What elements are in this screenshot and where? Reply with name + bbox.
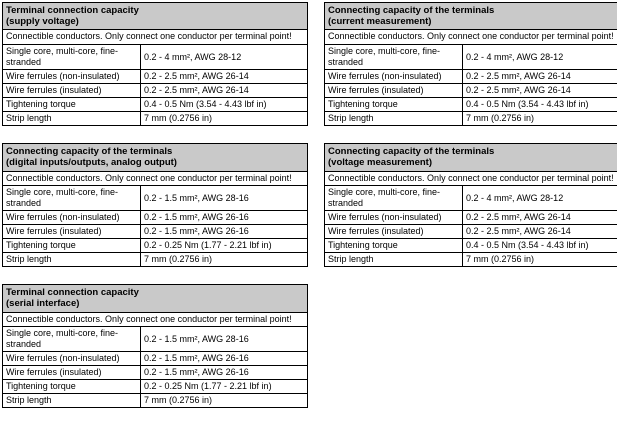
- row-value: 0.2 - 4 mm², AWG 28-12: [144, 51, 242, 62]
- table-row: [3, 186, 307, 211]
- table-title-line1: Terminal connection capacity: [6, 5, 139, 16]
- row-value: 0.4 - 0.5 Nm (3.54 - 4.43 lbf in): [466, 240, 589, 251]
- row-value: 0.2 - 2.5 mm², AWG 26-14: [466, 212, 571, 223]
- row-label: Strip length: [3, 253, 141, 266]
- table-note: Connectible conductors. Only connect one conductor per terminal point!: [3, 313, 307, 328]
- row-label: Strip length: [3, 112, 141, 125]
- table-row: [3, 352, 307, 366]
- row-label: Strip length: [325, 253, 463, 266]
- table-row: [3, 84, 307, 98]
- row-value: 0.2 - 1.5 mm², AWG 26-16: [144, 367, 249, 378]
- row-label: Tightening torque: [3, 239, 141, 252]
- table-row: [3, 380, 307, 394]
- row-value: 7 mm (0.2756 in): [144, 113, 213, 124]
- table-row: [325, 70, 617, 84]
- row-value: 0.2 - 2.5 mm², AWG 26-14: [466, 85, 571, 96]
- row-value: 0.2 - 2.5 mm², AWG 26-14: [466, 71, 571, 82]
- table-title: [3, 285, 307, 312]
- row-label: Single core, multi-core, fine-stranded: [3, 186, 141, 210]
- table-title-line1: Connecting capacity of the terminals: [6, 146, 173, 158]
- row-value: 0.2 - 4 mm², AWG 28-12: [466, 51, 564, 62]
- table-row: [3, 112, 307, 125]
- table-row: [325, 98, 617, 112]
- row-label: Wire ferrules (non-insulated): [3, 352, 141, 365]
- table-title: [325, 144, 617, 171]
- table-title-line2: (digital inputs/outputs, analog output): [6, 157, 177, 169]
- row-value: 7 mm (0.2756 in): [144, 254, 213, 265]
- row-label: Strip length: [325, 112, 463, 125]
- row-label: Wire ferrules (insulated): [3, 366, 141, 379]
- table-row: [325, 225, 617, 239]
- row-label: Wire ferrules (insulated): [325, 84, 463, 97]
- row-value: 0.2 - 2.5 mm², AWG 26-14: [466, 226, 571, 237]
- row-label: Wire ferrules (insulated): [325, 225, 463, 238]
- table-note: Connectible conductors. Only connect one conductor per terminal point!: [325, 172, 617, 187]
- table-digital-io-analog-output: [2, 143, 308, 267]
- row-value: 7 mm (0.2756 in): [466, 113, 535, 124]
- row-value: 0.2 - 4 mm², AWG 28-12: [466, 192, 564, 203]
- table-current-measurement: [324, 2, 617, 126]
- table-title: [325, 3, 617, 30]
- right-column: [324, 2, 617, 267]
- table-title-line2: (current measurement): [328, 16, 432, 28]
- table-title: [3, 144, 307, 171]
- row-value: 7 mm (0.2756 in): [466, 254, 535, 265]
- row-value: 0.2 - 1.5 mm², AWG 26-16: [144, 226, 249, 237]
- table-note: Connectible conductors. Only connect one conductor per terminal point!: [325, 30, 617, 45]
- row-label: Single core, multi-core, fine-stranded: [3, 327, 141, 351]
- table-supply-voltage: [2, 2, 308, 126]
- table-title-line1: Connecting capacity of the terminals: [328, 5, 495, 16]
- row-label: Wire ferrules (non-insulated): [325, 211, 463, 224]
- table-title-line2: (serial interface): [6, 298, 80, 310]
- table-note: Connectible conductors. Only connect one conductor per terminal point!: [3, 30, 307, 45]
- row-label: Wire ferrules (non-insulated): [3, 70, 141, 83]
- table-row: [325, 211, 617, 225]
- row-value: 0.2 - 0.25 Nm (1.77 - 2.21 lbf in): [144, 240, 272, 251]
- table-voltage-measurement: [324, 143, 617, 267]
- row-label: Strip length: [3, 394, 141, 407]
- row-value: 0.2 - 1.5 mm², AWG 28-16: [144, 333, 249, 344]
- row-value: 0.2 - 0.25 Nm (1.77 - 2.21 lbf in): [144, 381, 272, 392]
- row-label: Wire ferrules (insulated): [3, 84, 141, 97]
- row-value: 0.2 - 2.5 mm², AWG 26-14: [144, 85, 249, 96]
- row-value: 0.4 - 0.5 Nm (3.54 - 4.43 lbf in): [144, 99, 267, 110]
- table-title-line2: (voltage measurement): [328, 157, 433, 169]
- table-row: [325, 112, 617, 125]
- table-row: [325, 253, 617, 266]
- table-title-line2: (supply voltage): [6, 16, 79, 28]
- left-column: [2, 2, 308, 408]
- table-row: [3, 45, 307, 70]
- table-row: [3, 98, 307, 112]
- table-row: [3, 211, 307, 225]
- table-row: [3, 327, 307, 352]
- row-label: Tightening torque: [3, 380, 141, 393]
- row-label: Single core, multi-core, fine-stranded: [3, 45, 141, 69]
- row-label: Tightening torque: [325, 98, 463, 111]
- table-row: [325, 186, 617, 211]
- row-value: 0.2 - 1.5 mm², AWG 26-16: [144, 212, 249, 223]
- row-label: Wire ferrules (non-insulated): [3, 211, 141, 224]
- row-value: 0.2 - 1.5 mm², AWG 28-16: [144, 192, 249, 203]
- row-label: Single core, multi-core, fine-stranded: [325, 186, 463, 210]
- table-row: [3, 239, 307, 253]
- table-row: [3, 394, 307, 407]
- row-label: Tightening torque: [3, 98, 141, 111]
- row-value: 7 mm (0.2756 in): [144, 395, 213, 406]
- table-row: [325, 84, 617, 98]
- table-row: [3, 253, 307, 266]
- table-row: [3, 366, 307, 380]
- row-value: 0.4 - 0.5 Nm (3.54 - 4.43 lbf in): [466, 99, 589, 110]
- table-row: [3, 70, 307, 84]
- table-serial-interface: [2, 284, 308, 408]
- table-title-line1: Terminal connection capacity: [6, 287, 139, 299]
- row-label: Wire ferrules (non-insulated): [325, 70, 463, 83]
- row-label: Single core, multi-core, fine-stranded: [325, 45, 463, 69]
- row-value: 0.2 - 2.5 mm², AWG 26-14: [144, 71, 249, 82]
- row-label: Wire ferrules (insulated): [3, 225, 141, 238]
- table-note: Connectible conductors. Only connect one conductor per terminal point!: [3, 172, 307, 187]
- row-label: Tightening torque: [325, 239, 463, 252]
- table-row: [3, 225, 307, 239]
- table-row: [325, 239, 617, 253]
- table-row: [325, 45, 617, 70]
- table-title: [3, 3, 307, 30]
- row-value: 0.2 - 1.5 mm², AWG 26-16: [144, 353, 249, 364]
- table-title-line1: Connecting capacity of the terminals: [328, 146, 495, 158]
